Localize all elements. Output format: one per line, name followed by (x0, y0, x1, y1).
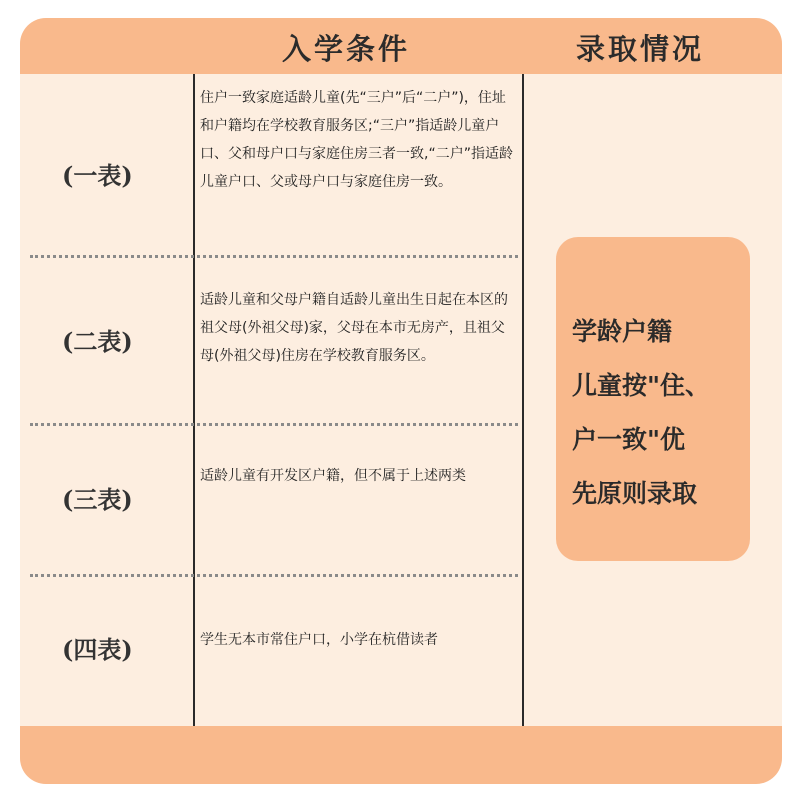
row-text-1: 住户一致家庭适龄儿童(先“三户”后“二户”)，住址和户籍均在学校教育服务区;“三户”指适龄儿童户口、父和母户口与家庭住房三者一致,“二户”指适龄儿童户口、父或母户口与家庭住房一致。 (200, 90, 513, 190)
row-divider (30, 423, 518, 426)
row-label-2: (二表) (62, 327, 133, 356)
column-divider-left (193, 74, 195, 726)
row-text-2: 适龄儿童和父母户籍自适龄儿童出生日起在本区的祖父母(外祖父母)家，父母在本市无房产，且祖父母(外祖父母)住房在学校教育服务区。 (200, 292, 508, 364)
row-label-3: (三表) (62, 485, 133, 514)
column-divider-right (522, 74, 524, 726)
row-text-3: 适龄儿童有开发区户籍，但不属于上述两类 (200, 468, 466, 484)
row-label-4: (四表) (62, 635, 133, 664)
table-footer (20, 726, 782, 784)
admission-note-box (556, 237, 750, 561)
row-label-1: (一表) (62, 161, 133, 190)
header-conditions: 入学条件 (282, 32, 411, 66)
header-result: 录取情况 (576, 32, 705, 66)
row-divider (30, 255, 518, 258)
admission-note-text: 学龄户籍 儿童按"住、 户一致"优 先原则录取 (572, 317, 711, 508)
row-text-4: 学生无本市常住户口，小学在杭借读者 (200, 632, 438, 648)
table-header (20, 18, 782, 74)
row-divider (30, 574, 518, 577)
admission-table (20, 18, 782, 784)
